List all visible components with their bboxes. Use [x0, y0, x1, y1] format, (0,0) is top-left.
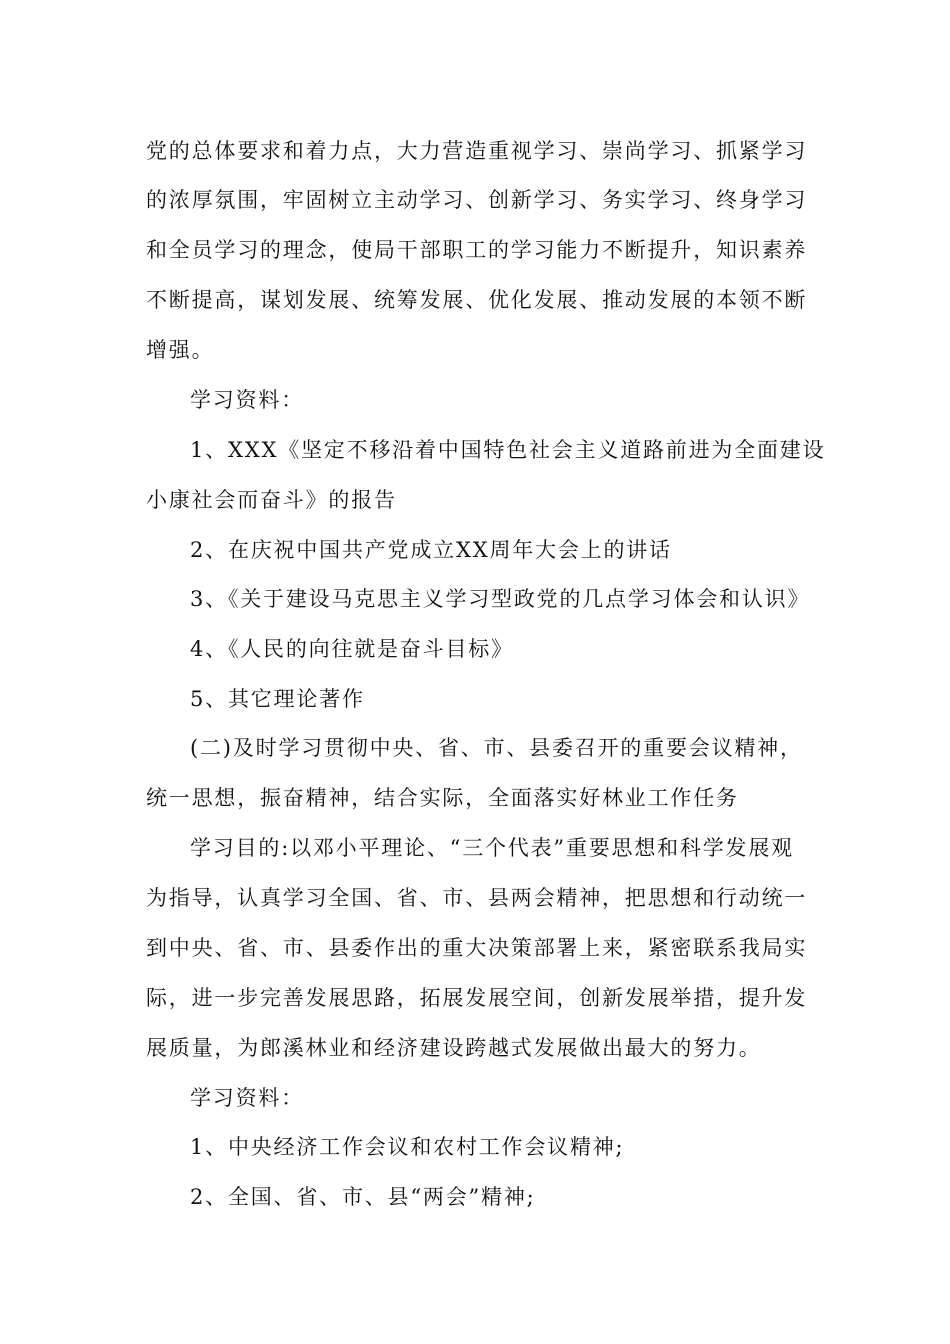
list-item: 3、《关于建设马克思主义学习型政党的几点学习体会和认识》	[190, 587, 811, 611]
section-heading-materials: 学习资料：	[190, 1086, 304, 1110]
section-heading-materials: 学习资料：	[190, 388, 304, 412]
paragraph-line: 到中央、省、市、县委作出的重大决策部署上来，紧密联系我局实	[146, 936, 808, 960]
paragraph-line: 展质量，为郎溪林业和经济建设跨越式发展做出最大的努力。	[146, 1036, 762, 1060]
paragraph-line: 党的总体要求和着力点，大力营造重视学习、崇尚学习、抓紧学习	[146, 139, 808, 163]
list-item: 4、《人民的向往就是奋斗目标》	[190, 637, 514, 661]
paragraph-line: 际，进一步完善发展思路，拓展发展空间，创新发展举措，提升发	[146, 986, 808, 1010]
paragraph-line: 增强。	[146, 338, 215, 362]
section-heading: (二)及时学习贯彻中央、省、市、县委召开的重要会议精神，	[190, 736, 803, 760]
list-item: 2、全国、省、市、县“两会”精神;	[190, 1185, 536, 1209]
list-item-continuation: 小康社会而奋斗》的报告	[146, 488, 397, 512]
paragraph-line: 学习目的:以邓小平理论、“三个代表”重要思想和科学发展观	[190, 836, 794, 860]
list-item: 1、XXX《坚定不移沿着中国特色社会主义道路前进为全面建设	[190, 438, 826, 462]
paragraph-line: 不断提高，谋划发展、统筹发展、优化发展、推动发展的本领不断	[146, 288, 808, 312]
list-item: 2、在庆祝中国共产党成立XX周年大会上的讲话	[190, 538, 672, 562]
paragraph-line: 的浓厚氛围，牢固树立主动学习、创新学习、务实学习、终身学习	[146, 188, 808, 212]
list-item: 5、其它理论著作	[190, 687, 365, 711]
paragraph-line: 为指导，认真学习全国、省、市、县两会精神，把思想和行动统一	[146, 886, 808, 910]
paragraph-line: 和全员学习的理念，使局干部职工的学习能力不断提升，知识素养	[146, 238, 808, 262]
list-item: 1、中央经济工作会议和农村工作会议精神;	[190, 1135, 625, 1159]
section-heading-continuation: 统一思想，振奋精神，结合实际，全面落实好林业工作任务	[146, 786, 739, 810]
